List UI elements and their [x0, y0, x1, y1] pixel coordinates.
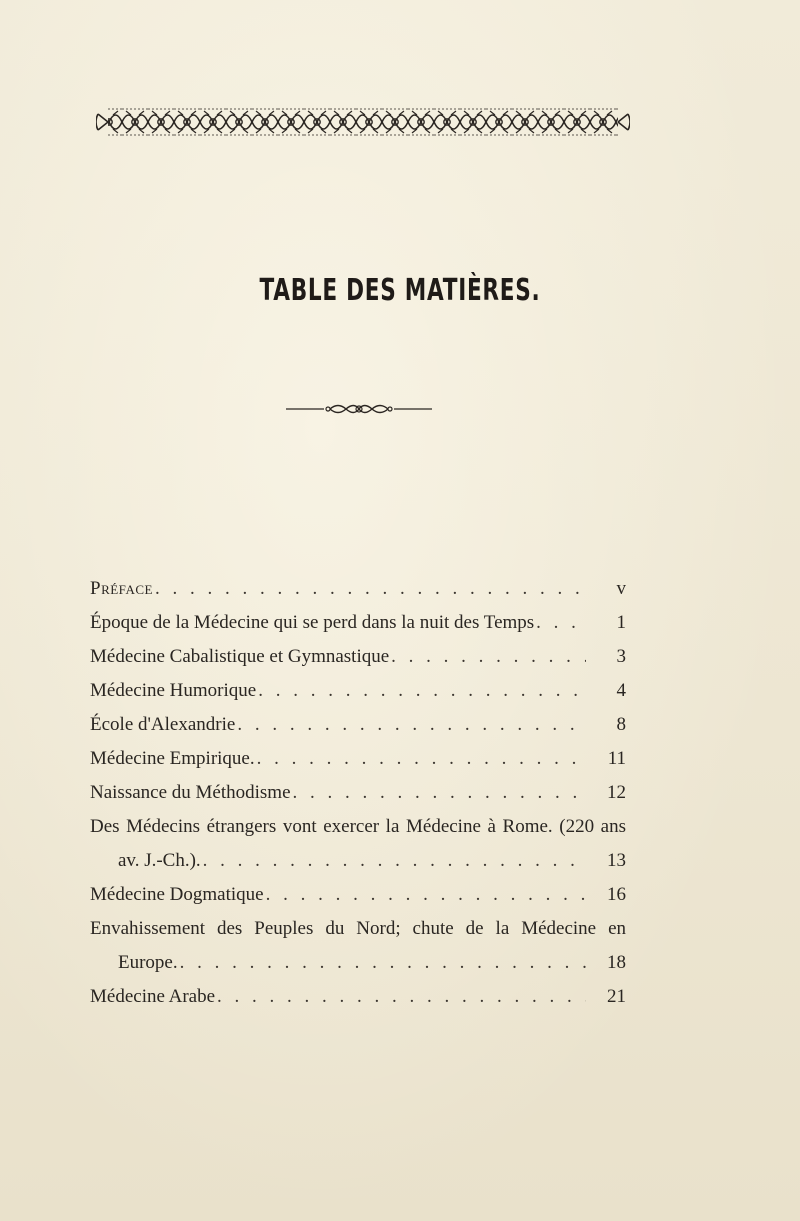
- toc-entry-page: 16: [607, 884, 626, 905]
- leader-dots: [536, 606, 586, 640]
- toc-entry-page: 8: [616, 714, 626, 735]
- leader-dots: [237, 708, 586, 742]
- leader-dots: [217, 980, 586, 1014]
- toc-entry-label: Médecine Dogmatique: [90, 884, 264, 905]
- leader-dots: [258, 674, 586, 708]
- toc-entry-label: Médecine Humorique: [90, 680, 257, 701]
- decorative-band-icon: [96, 106, 630, 138]
- toc-entry-page: v: [616, 578, 626, 599]
- toc-entry-line2: [90, 946, 626, 980]
- toc-entry-page: 3: [616, 646, 626, 667]
- page-title: TABLE DES MATIÈRES.: [259, 273, 541, 308]
- toc-entry-page: 4: [616, 680, 626, 701]
- toc-entry-label: Envahissement des Peuples du Nord; chute de la Médecine en: [90, 918, 626, 939]
- toc-entry-page: 11: [607, 748, 626, 769]
- toc-entry-line1: [90, 810, 626, 844]
- toc-entry-label-continued: Europe.: [118, 952, 178, 973]
- toc-entry-label: Médecine Empirique.: [90, 748, 255, 769]
- toc-entry-page: 1: [616, 612, 626, 633]
- toc-entry-page: 18: [607, 952, 626, 973]
- leader-dots: [203, 844, 586, 878]
- leader-dots: [155, 572, 586, 606]
- toc-entry-label: Des Médecins étrangers vont exercer la Médecine à Rome. (220 ans: [90, 816, 626, 837]
- toc-entry: [90, 878, 626, 912]
- leader-dots: [391, 640, 586, 674]
- toc-entry-page: 21: [607, 986, 626, 1007]
- toc-entry: [90, 776, 626, 810]
- toc-entry-label: Médecine Cabalistique et Gymnastique: [90, 646, 390, 667]
- toc-entry-label: Naissance du Méthodisme: [90, 782, 291, 803]
- leader-dots: [266, 878, 586, 912]
- toc-entry: [90, 980, 626, 1014]
- leader-dots: [293, 776, 586, 810]
- toc-entry-label: Médecine Arabe: [90, 986, 216, 1007]
- toc-entry-page: 13: [607, 850, 626, 871]
- toc-entry: [90, 640, 626, 674]
- leader-dots: [257, 742, 586, 776]
- toc-entry-line2: [90, 844, 626, 878]
- toc-entry-label: Préface: [90, 578, 153, 599]
- toc-entry: [90, 606, 626, 640]
- toc-entry-line1: [90, 912, 626, 946]
- toc-entry: [90, 708, 626, 742]
- toc-entry: [90, 674, 626, 708]
- leader-dots: [180, 946, 586, 980]
- flourish-divider-icon: [286, 398, 432, 420]
- table-of-contents: [90, 572, 626, 1014]
- toc-entry-label: École d'Alexandrie: [90, 714, 236, 735]
- toc-entry-preface: [90, 572, 626, 606]
- toc-entry: [90, 742, 626, 776]
- toc-entry-label: Époque de la Médecine qui se perd dans la nuit des Temps: [90, 612, 535, 633]
- toc-entry-label-continued: av. J.-Ch.).: [118, 850, 201, 871]
- toc-entry-page: 12: [607, 782, 626, 803]
